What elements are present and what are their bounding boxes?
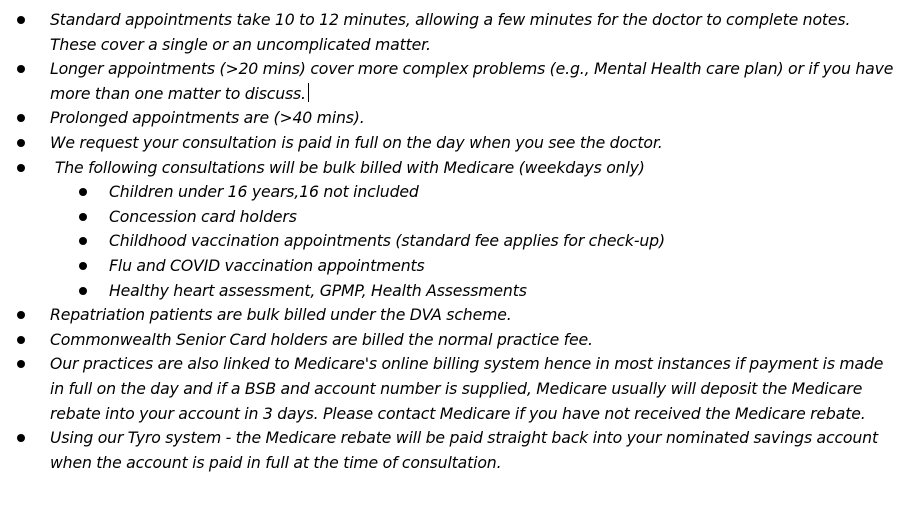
list-item-bulk-billed-consultations [0, 156, 894, 181]
bullet-list [0, 8, 894, 475]
list-item-text: Standard appointments take 10 to 12 minutes, allowing a few minutes for the doctor to complete notes. These cover a single or an uncomplicated matter. [50, 10, 851, 54]
list-item-text: Our practices are also linked to Medicare's online billing system hence in most instances if payment is made in full on the day and if a BSB and account number is supplied, Medicare usually will deposit the Medicare rebate into your account in 3 days. Please contact Medicare if you have not received the Medicare rebate. [50, 354, 884, 423]
bullet-icon [17, 65, 25, 73]
bullet-icon [79, 287, 87, 295]
bullet-icon [17, 164, 25, 172]
bullet-icon [17, 336, 25, 344]
bullet-icon [79, 262, 87, 270]
sub-list-item [0, 254, 894, 279]
bullet-icon [17, 139, 25, 147]
list-item-longer-appointments [0, 57, 894, 106]
sub-list-item-text: Healthy heart assessment, GPMP, Health Assessments [109, 280, 527, 300]
list-item-text: The following consultations will be bulk billed with Medicare (weekdays only) [50, 157, 645, 177]
sub-list-item-text: Concession card holders [109, 206, 297, 226]
list-item-text: Prolonged appointments are (>40 mins). [50, 108, 365, 128]
bullet-icon [17, 114, 25, 122]
sub-list-item-text: Childhood vaccination appointments (standard fee applies for check-up) [109, 231, 665, 251]
bullet-icon [17, 311, 25, 319]
bullet-icon [79, 237, 87, 245]
text-cursor [308, 83, 309, 102]
sub-list-item-text: Children under 16 years,16 not included [109, 182, 419, 202]
bulk-billed-sub-list [0, 180, 894, 303]
sub-list-item [0, 229, 894, 254]
sub-list-item-text: Flu and COVID vaccination appointments [109, 255, 425, 275]
bullet-icon [17, 16, 25, 24]
list-item-standard-appointments [0, 8, 894, 57]
sub-list-item [0, 279, 894, 304]
list-item-text: Commonwealth Senior Card holders are billed the normal practice fee. [50, 329, 593, 349]
bullet-icon [79, 213, 87, 221]
bullet-icon [17, 360, 25, 368]
list-item-text: We request your consultation is paid in full on the day when you see the doctor. [50, 132, 663, 152]
list-item-tyro-system [0, 426, 894, 475]
sub-list-container [0, 180, 894, 303]
list-item-text: Longer appointments (>20 mins) cover more complex problems (e.g., Mental Health care plan) or if you have more than one matter to discuss. [50, 59, 894, 103]
list-item-online-billing [0, 352, 894, 426]
sub-list-item [0, 180, 894, 205]
list-item-senior-card [0, 328, 894, 353]
list-item-text: Using our Tyro system - the Medicare rebate will be paid straight back into your nominated savings account when the account is paid in full at the time of consultation. [50, 428, 878, 472]
list-item-prolonged-appointments [0, 106, 894, 131]
sub-list-item [0, 205, 894, 230]
bullet-icon [79, 188, 87, 196]
list-item-payment-request [0, 131, 894, 156]
bullet-icon [17, 434, 25, 442]
list-item-text: Repatriation patients are bulk billed under the DVA scheme. [50, 305, 512, 325]
list-item-repatriation [0, 303, 894, 328]
